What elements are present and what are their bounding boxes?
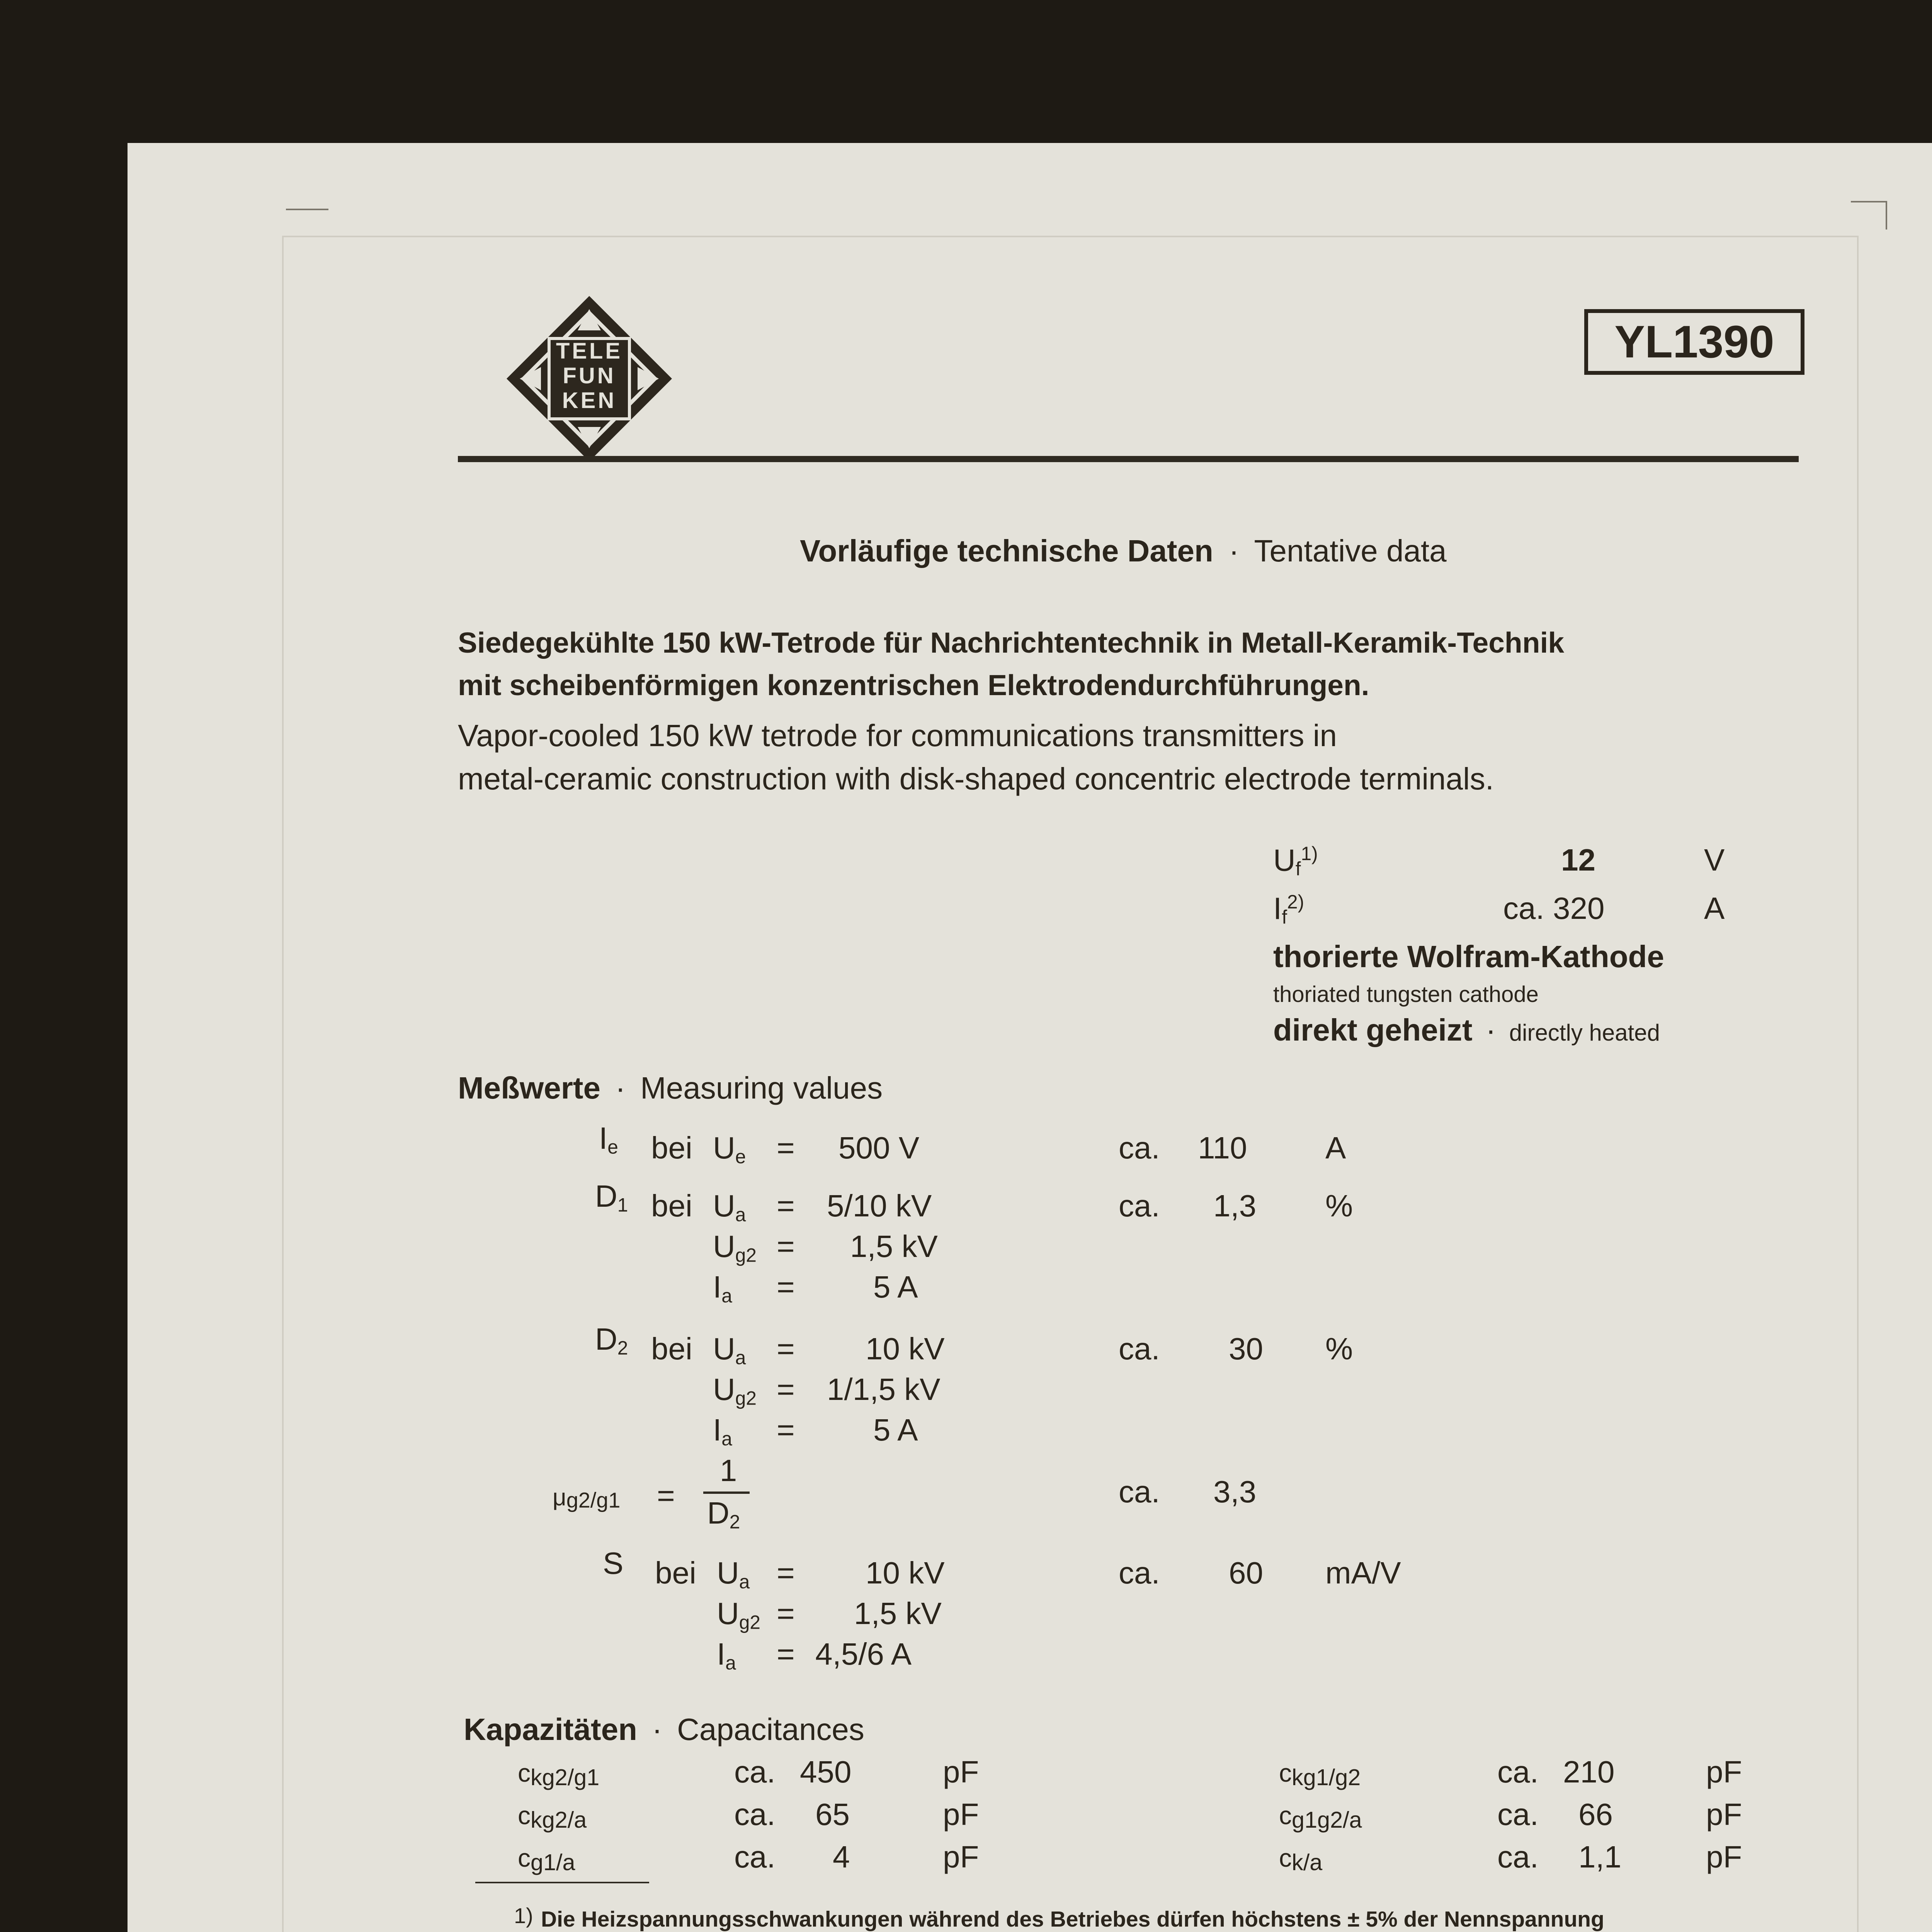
equals: = [777,1131,795,1165]
s-unit: mA/V [1325,1556,1401,1590]
ca-prefix: ca. [1119,1131,1160,1165]
logo-text: TELE FUN KEN [556,338,623,413]
cap-value: 4 [833,1840,850,1874]
mu-numerator: 1 [719,1453,737,1488]
cap-value: 450 [800,1755,852,1789]
description-en: Vapor-cooled 150 kW tetrode for communications transmitters in metal-ceramic construction with disk-shaped concentric electrode terminals. [458,718,1494,796]
d1-bei: bei [651,1189,692,1223]
ie-symbol: $I_e$ [599,1121,618,1158]
cap-symbol: $c_{g1g2/a}$ [1279,1801,1362,1833]
s-ua-value: 10 kV [866,1556,945,1590]
corner-mark [1851,201,1887,230]
cap-unit: pF [943,1840,979,1874]
equals: = [777,1556,795,1590]
cap-value: 1,1 [1578,1840,1622,1874]
d1-unit: % [1325,1189,1353,1223]
mu-value: 3,3 [1213,1475,1257,1509]
equals: = [777,1637,795,1671]
ie-value: 110 [1198,1131,1247,1165]
d1-ua-value: 5/10 kV [827,1189,932,1223]
equals: = [777,1332,795,1366]
cap-value: 210 [1563,1755,1615,1789]
cap-symbol: $c_{k/a}$ [1279,1844,1323,1875]
cap-value: 66 [1578,1797,1613,1832]
mu-symbol: $\mu_{g2/g1}$ [553,1484,621,1512]
equals: = [657,1478,675,1513]
equals: = [777,1413,795,1447]
cathode-de: thorierte Wolfram-Kathode [1273,939,1664,974]
page-title: Vorläufige technische Daten · Tentative data [800,534,1447,568]
equals: = [777,1372,795,1406]
cap-value: 65 [815,1797,850,1832]
d1-value: 1,3 [1213,1189,1257,1223]
ie-cond-value: 500 V [838,1131,920,1165]
ca-prefix: ca. [734,1797,776,1832]
heater-current-unit: A [1704,891,1725,925]
ug2-symbol: $U_{g2}$ [717,1596,760,1633]
ie-bei: bei [651,1131,692,1165]
ca-prefix: ca. [1497,1755,1539,1789]
equals: = [777,1270,795,1304]
description-de: Siedegekühlte 150 kW-Tetrode für Nachrichtentechnik in Metall-Keramik-Technik mit scheibenförmigen konzentrischen Elektrodendurchführungen. [458,626,1565,701]
ca-prefix: ca. [1119,1189,1160,1223]
ug2-symbol: $U_{g2}$ [713,1372,757,1409]
heating-type: direkt geheizt · directly heated [1273,1013,1660,1047]
ca-prefix: ca. [1497,1840,1539,1874]
footnote-1-marker: 1) [514,1903,533,1928]
ca-prefix: ca. [1119,1475,1160,1509]
s-ug2-value: 1,5 kV [854,1596,942,1631]
cap-unit: pF [943,1797,979,1832]
cap-symbol: $c_{kg2/g1}$ [518,1759,600,1790]
ca-prefix: ca. [734,1755,776,1789]
cap-symbol: $c_{kg1/g2}$ [1279,1759,1361,1790]
ca-prefix: ca. [1119,1332,1160,1366]
d2-value: 30 [1229,1332,1263,1366]
ca-prefix: ca. [734,1840,776,1874]
footnote-separator [475,1882,649,1883]
s-ia-value: 4,5/6 A [815,1637,912,1671]
d2-unit: % [1325,1332,1353,1366]
equals: = [777,1596,795,1631]
s-bei: bei [655,1556,696,1590]
cap-unit: pF [1706,1797,1742,1832]
heater-voltage-unit: V [1704,843,1725,877]
s-value: 60 [1229,1556,1263,1590]
heater-current-value: ca. 320 [1503,891,1605,925]
footnote-1-text: Die Heizspannungsschwankungen während des Betriebes dürfen höchstens ± 5% der Nennspannung [541,1907,1604,1932]
cap-unit: pF [1706,1840,1742,1874]
corner-mark [286,209,328,210]
equals: = [777,1229,795,1264]
heater-voltage-label: $U_f^{1)}$ [1273,843,1318,880]
fraction-bar [703,1492,750,1494]
ia-symbol: $I_a$ [717,1637,736,1674]
ua-symbol: $U_a$ [717,1556,750,1593]
header-rule [458,456,1799,462]
heater-voltage-value: 12 [1561,843,1595,877]
ua-symbol: $U_a$ [713,1189,746,1226]
ca-prefix: ca. [1497,1797,1539,1832]
d1-ug2-value: 1,5 kV [850,1229,938,1264]
ia-symbol: $I_a$ [713,1270,732,1307]
ug2-symbol: $U_{g2}$ [713,1229,757,1266]
ie-unit: A [1325,1131,1346,1165]
measuring-values-heading: Meßwerte · Measuring values [458,1071,883,1105]
d2-bei: bei [651,1332,692,1366]
d1-symbol: $D_1$ [595,1179,628,1216]
cap-unit: pF [943,1755,979,1789]
ie-cond-symbol: $U_e$ [713,1131,746,1168]
d2-ug2-value: 1/1,5 kV [827,1372,940,1406]
mu-denominator: $D_2$ [707,1496,740,1533]
heater-current-label: $I_f^{2)}$ [1273,891,1304,928]
tube-type-box: YL1390 [1584,309,1804,375]
d2-ua-value: 10 kV [866,1332,945,1366]
capacitances-heading: Kapazitäten · Capacitances [464,1712,864,1747]
cap-unit: pF [1706,1755,1742,1789]
d2-symbol: $D_2$ [595,1322,628,1359]
ca-prefix: ca. [1119,1556,1160,1590]
s-symbol: S [603,1546,624,1580]
cap-symbol: $c_{g1/a}$ [518,1844,575,1875]
cathode-en: thoriated tungsten cathode [1273,982,1539,1007]
ia-symbol: $I_a$ [713,1413,732,1450]
d2-ia-value: 5 A [873,1413,918,1447]
d1-ia-value: 5 A [873,1270,918,1304]
equals: = [777,1189,795,1223]
cap-symbol: $c_{kg2/a}$ [518,1801,587,1833]
document-page [128,143,1932,1932]
ua-symbol: $U_a$ [713,1332,746,1369]
